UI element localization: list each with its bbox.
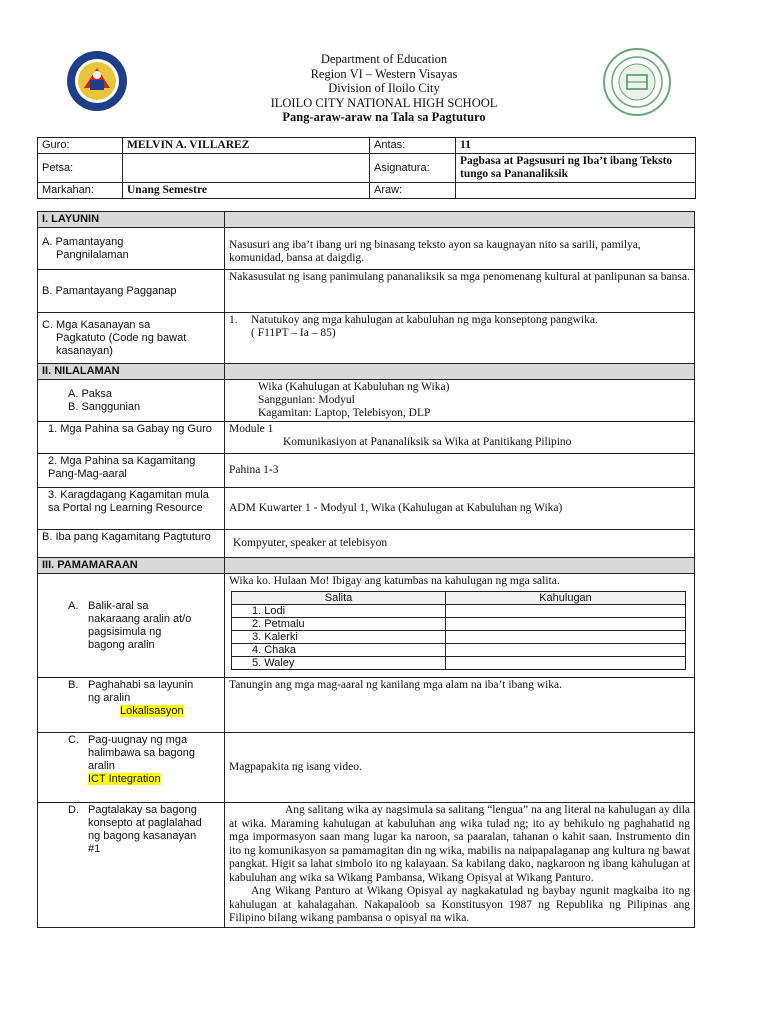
kagamitang-mag-aaral-value: Pahina 1-3 [225,454,695,488]
balik-aral-value [225,574,695,678]
sanggunian-value: Sanggunian: Modyul [258,394,355,406]
pag-uugnay-text: Pag-uugnay ng mga halimbawa sa bagong aralin [88,734,196,772]
section-nilalaman [38,364,695,380]
label-line: Pagkatuto (Code ng bawat kasanayan) [56,331,187,357]
item-number: 1. [229,314,238,326]
header-school: ILOILO CITY NATIONAL HIGH SCHOOL [270,95,498,110]
section-nilalaman-title: II. NILALAMAN [38,364,225,380]
antas-value: 11 [456,138,696,154]
meaning-cell[interactable] [446,631,686,644]
asignatura-value: Pagbasa at Pagsusuri ng Iba’t ibang Teksto tungo sa Pananaliksik [456,154,696,183]
meaning-cell[interactable] [446,605,686,618]
markahan-value: Unang Semestre [123,183,370,199]
section-layunin-title: I. LAYUNIN [38,212,225,228]
word-cell: 4. Chaka [232,644,446,657]
document-header [0,52,768,125]
balik-aral-text: Balik-aral sa nakaraang aralin at/o pagsisimula ng bagong aralin [88,599,192,651]
word-cell: 3. Kalerki [232,631,446,644]
araw-value [456,183,696,199]
label-line: C. Mga Kasanayan sa [42,318,151,331]
karagdagang-kagamitan-label: 3. Karagdagang Kagamitan mula sa Portal ng Learning Resource [38,488,225,530]
pag-uugnay-value: Magpapakita ng isang video. [225,733,695,803]
pamantayang-pangnilalaman-value: Nasusuri ang iba’t ibang uri ng binasang teksto ayon sa kaugnayan nito sa sarili, pamilya, komunidad, bansa at daigdig. [225,228,695,270]
pamantayang-pagganap-label: B. Pamantayang Pagganap [38,270,225,313]
header-title: Pang-araw-araw na Tala sa Pagtuturo [282,110,486,124]
kasanayan-value [225,313,695,364]
module-label: Module 1 [229,423,274,435]
balik-aral-label: A. Balik-aral sa nakaraang aralin at/o pagsisimula ng bagong aralin [38,574,225,678]
ict-integration-tag: ICT Integration [88,773,161,785]
pagtalakay-value [225,803,695,928]
table-row [232,644,686,657]
header-department: Department of Education [320,52,448,66]
paksa-sanggunian-value [225,380,695,422]
pagtalakay-text: Pagtalakay sa bagong konsepto at paglalahad ng bagong kasanayan #1 [88,804,202,855]
pagtalakay-label: D. Pagtalakay sa bagong konsepto at paglalahad ng bagong kasanayan #1 [38,803,225,928]
header-region: Region VI – Western Visayas [310,66,458,81]
paksa-label: A. Paksa [68,387,113,400]
antas-label: Antas: [370,138,456,154]
label-line: A. Pamantayang [42,235,124,248]
paghahabi-value: Tanungin ang mga mag-aaral ng kanilang mga alam na iba’t ibang wika. [225,678,695,733]
section-pamamaraan [38,558,695,574]
iba-pang-kagamitan-value: Kompyuter, speaker at telebisyon [225,530,695,558]
araw-label: Araw: [370,183,456,199]
petsa-value [123,154,370,183]
table-row [232,618,686,631]
guro-label: Guro: [38,138,123,154]
section-pamamaraan-title: III. PAMAMARAAN [38,558,225,574]
kagamitang-mag-aaral-label: 2. Mga Pahina sa Kagamitang Pang-Mag-aaral [38,454,225,488]
gabay-guro-label: 1. Mga Pahina sa Gabay ng Guro [38,422,225,454]
header-division: Division of Iloilo City [328,81,440,95]
label-line: Pangnilalaman [56,248,129,261]
paghahabi-label: B. Paghahabi sa layunin ng aralin Lokalisasyon [38,678,225,733]
pagtalakay-paragraph-2: Ang Wikang Panturo at Wikang Opisyal ay nagkakatulad ng baybay ngunit magkaiba ito ng kahulugan at kahalagahan. Nakapaloob sa Konstitusyon 1987 ng Republika ng Pilipinas ang Filipino bilang wikang pambansa o opisyal na wika. [229,885,690,924]
balik-aral-intro: Wika ko. Hulaan Mo! Ibigay ang katumbas na kahulugan ng mga salita. [229,575,560,587]
meaning-cell[interactable] [446,618,686,631]
meaning-cell[interactable] [446,644,686,657]
word-table-header-salita: Salita [232,592,446,605]
paksa-value: Wika (Kahulugan at Kabuluhan ng Wika) [258,381,450,393]
pagtalakay-paragraph-1: Ang salitang wika ay nagsimula sa salitang “lengua” na ang literal na kahulugan ay dila at wika. Maraming kahulugan at kabuluhan ang wika tulad ng; ito ay behikulo ng paghahatid ng mga impormasyon saan mang lugar ka naroon, sa paaralan, tahanan o kahit saan. Instrumento din ito ng komunikasyon sa pamamagitan din ng wika, mabilis na naipapalaganap ang kultura ng bawat pangkat. Higit sa lahat simbolo ito ng kalayaan. Sa kabilang dako, nagkaroon ng ibang kahulugan at kabuluhan ang wika sa Wikang Pambansa, Wikang Opisyal at Wikang Panturo. [229,804,690,884]
word-table [231,591,686,670]
word-cell: 2. Petmalu [232,618,446,631]
kasanayan-label [38,313,225,364]
kasanayan-code: ( F11PT – Ia – 85) [251,327,336,339]
karagdagang-kagamitan-value: ADM Kuwarter 1 - Modyul 1, Wika (Kahulugan at Kabuluhan ng Wika) [225,488,695,530]
paghahabi-text: Paghahabi sa layunin ng aralin [88,679,194,704]
section-layunin [38,212,695,228]
asignatura-label: Asignatura: [370,154,456,183]
iba-pang-kagamitan-label: B. Iba pang Kagamitang Pagtuturo [38,530,225,558]
pamantayang-pagganap-value: Nakasusulat ng isang panimulang pananaliksik sa mga penomenang kultural at panlipunan sa bansa. [225,270,695,313]
word-table-header-kahulugan: Kahulugan [446,592,686,605]
table-row [232,657,686,670]
petsa-label: Petsa: [38,154,123,183]
kagamitan-value: Kagamitan: Laptop, Telebisyon, DLP [258,407,431,419]
pag-uugnay-label: C. Pag-uugnay ng mga halimbawa sa bagong aralin ICT Integration [38,733,225,803]
table-row [232,605,686,618]
gabay-guro-value [225,422,695,454]
word-cell: 5. Waley [232,657,446,670]
info-table [37,137,696,199]
meaning-cell[interactable] [446,657,686,670]
pamantayang-pangnilalaman-label [38,228,225,270]
table-row [232,631,686,644]
guro-value: MELVIN A. VILLAREZ [123,138,370,154]
lesson-plan-table [37,211,695,928]
word-cell: 1. Lodi [232,605,446,618]
module-title: Komunikasiyon at Pananaliksik sa Wika at Panitikang Pilipino [283,436,572,448]
lokalisasyon-tag: Lokalisasyon [120,705,184,717]
markahan-label: Markahan: [38,183,123,199]
kasanayan-text: Natutukoy ang mga kahulugan at kabuluhan ng mga konseptong pangwika. [251,314,598,326]
paksa-sanggunian-label [38,380,225,422]
sanggunian-label: B. Sanggunian [68,400,141,413]
